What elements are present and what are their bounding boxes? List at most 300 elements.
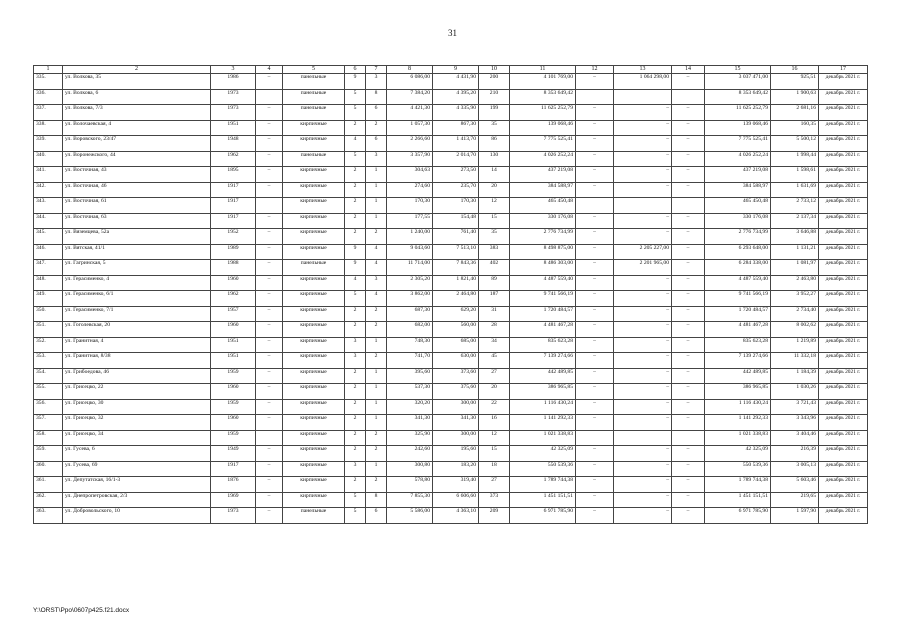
table-row — [34, 213, 868, 229]
cell-owner-funds: 6 284 338,00 — [705, 260, 771, 276]
cell-col-13: – — [614, 322, 672, 338]
table-row — [34, 477, 868, 493]
cell-build-year: 1959 — [211, 399, 256, 415]
cell-col-13: – — [614, 167, 672, 183]
cell-floors: 2 — [345, 415, 366, 431]
cell-col-14: – — [672, 508, 705, 524]
cell-address: ул. Воронежского, 44 — [63, 151, 211, 167]
cell-living-area: 235,70 — [433, 182, 479, 198]
cell-deadline: декабрь 2021 г. — [819, 291, 868, 307]
cell-wall-material: панельные — [283, 89, 345, 105]
cell-deadline: декабрь 2021 г. — [819, 461, 868, 477]
cell-col-14: – — [672, 244, 705, 260]
cell-total-cost: 9 741 566,19 — [510, 291, 576, 307]
cell-floors: 5 — [345, 291, 366, 307]
cell-cost-per-sqm: 216,39 — [771, 446, 819, 462]
cell-col-12: – — [576, 508, 614, 524]
cell-cost-per-sqm: 1 131,21 — [771, 244, 819, 260]
cell-total-cost: 442 489,85 — [510, 368, 576, 384]
cell-entrances: 4 — [366, 291, 387, 307]
cell-col-12: – — [576, 291, 614, 307]
cell-entrances: 1 — [366, 368, 387, 384]
cell-build-year: 1917 — [211, 213, 256, 229]
cell-owner-funds: 384 588,97 — [705, 182, 771, 198]
cell-col-13: 1 064 298,00 — [614, 74, 672, 90]
cell-total-area: 748,30 — [387, 337, 433, 353]
cell-row-index: 363. — [34, 508, 63, 524]
cell-deadline: декабрь 2021 г. — [819, 322, 868, 338]
cell-residents: 187 — [479, 291, 510, 307]
cell-deadline: декабрь 2021 г. — [819, 306, 868, 322]
cell-floors: 4 — [345, 136, 366, 152]
cell-total-cost: 1 116 430,24 — [510, 399, 576, 415]
cell-build-year: 1917 — [211, 182, 256, 198]
cell-col-13: – — [614, 399, 672, 415]
cell-build-year: 1917 — [211, 198, 256, 214]
cell-address: ул. Восточная, 61 — [63, 198, 211, 214]
table-row — [34, 229, 868, 245]
cell-living-area: 2 464,80 — [433, 291, 479, 307]
cell-living-area: 629,20 — [433, 306, 479, 322]
cell-total-cost: 1 720 484,57 — [510, 306, 576, 322]
cell-total-cost: 550 539,36 — [510, 461, 576, 477]
cell-owner-funds: 550 539,36 — [705, 461, 771, 477]
cell-total-area: 395,60 — [387, 368, 433, 384]
cell-col-12: – — [576, 244, 614, 260]
cell-col-13: – — [614, 461, 672, 477]
cell-residents: 12 — [479, 198, 510, 214]
cell-entrances: 2 — [366, 322, 387, 338]
cell-deadline: декабрь 2021 г. — [819, 151, 868, 167]
cell-col-13: – — [614, 182, 672, 198]
table-row — [34, 74, 868, 90]
cell-cost-per-sqm: 2 463,80 — [771, 275, 819, 291]
cell-col-12: – — [576, 105, 614, 121]
cell-owner-funds: 1 141 292,33 — [705, 415, 771, 431]
cell-col-4: – — [256, 415, 283, 431]
cell-build-year: 1959 — [211, 430, 256, 446]
cell-col-14 — [672, 198, 705, 214]
cell-total-area: 3 862,00 — [387, 291, 433, 307]
cell-col-4: – — [256, 291, 283, 307]
cell-entrances: 2 — [366, 446, 387, 462]
cell-entrances: 2 — [366, 306, 387, 322]
cell-deadline: декабрь 2021 г. — [819, 415, 868, 431]
cell-wall-material: кирпичные — [283, 182, 345, 198]
cell-col-14: – — [672, 306, 705, 322]
cell-col-13: – — [614, 368, 672, 384]
cell-col-4: – — [256, 508, 283, 524]
cell-col-14: – — [672, 120, 705, 136]
cell-row-index: 357. — [34, 415, 63, 431]
cell-col-12: – — [576, 260, 614, 276]
table-row — [34, 492, 868, 508]
cell-total-area: 3 357,90 — [387, 151, 433, 167]
cell-entrances: 1 — [366, 167, 387, 183]
cell-col-14: – — [672, 213, 705, 229]
cell-col-12: – — [576, 136, 614, 152]
cell-build-year: 1960 — [211, 322, 256, 338]
cell-col-12: – — [576, 415, 614, 431]
cell-deadline: декабрь 2021 г. — [819, 167, 868, 183]
cell-address: ул. Депутатская, 16/1-3 — [63, 477, 211, 493]
cell-col-13 — [614, 430, 672, 446]
cell-entrances: 2 — [366, 477, 387, 493]
cell-col-12: – — [576, 368, 614, 384]
cell-floors: 5 — [345, 151, 366, 167]
cell-col-13: – — [614, 105, 672, 121]
cell-deadline: декабрь 2021 г. — [819, 337, 868, 353]
cell-col-4: – — [256, 213, 283, 229]
cell-col-12: – — [576, 167, 614, 183]
cell-residents: 18 — [479, 461, 510, 477]
cell-owner-funds: 1 720 484,57 — [705, 306, 771, 322]
cell-row-index: 340. — [34, 151, 63, 167]
column-number: 3 — [211, 66, 256, 74]
cell-col-14: – — [672, 353, 705, 369]
cell-address: ул. Герасименко, 4 — [63, 275, 211, 291]
cell-living-area: 373,60 — [433, 368, 479, 384]
cell-living-area: 4 431,90 — [433, 74, 479, 90]
cell-total-cost: 384 588,97 — [510, 182, 576, 198]
cell-owner-funds: 42 325,09 — [705, 446, 771, 462]
cell-build-year: 1917 — [211, 461, 256, 477]
cell-col-4: – — [256, 275, 283, 291]
cell-total-area: 341,30 — [387, 415, 433, 431]
table-row — [34, 89, 868, 105]
table-row — [34, 306, 868, 322]
cell-wall-material: кирпичные — [283, 291, 345, 307]
cell-col-4 — [256, 198, 283, 214]
table-row — [34, 244, 868, 260]
cell-living-area: 1 413,70 — [433, 136, 479, 152]
cell-col-4: – — [256, 399, 283, 415]
cell-living-area: 4 395,20 — [433, 89, 479, 105]
cell-col-12 — [576, 89, 614, 105]
cell-cost-per-sqm: 5 500,12 — [771, 136, 819, 152]
cell-col-4: – — [256, 353, 283, 369]
column-number: 11 — [510, 66, 576, 74]
cell-cost-per-sqm: 3 343,96 — [771, 415, 819, 431]
cell-address: ул. Герасименко, 6/1 — [63, 291, 211, 307]
cell-wall-material: кирпичные — [283, 384, 345, 400]
cell-col-12: – — [576, 492, 614, 508]
cell-address: ул. Гранитная, 8/38 — [63, 353, 211, 369]
cell-col-12: – — [576, 229, 614, 245]
cell-owner-funds: 465 450,48 — [705, 198, 771, 214]
cell-row-index: 338. — [34, 120, 63, 136]
cell-col-14: – — [672, 322, 705, 338]
cell-total-cost: 7 139 274,66 — [510, 353, 576, 369]
table-row — [34, 275, 868, 291]
cell-entrances: 6 — [366, 105, 387, 121]
cell-residents: 402 — [479, 260, 510, 276]
cell-cost-per-sqm: 1 998,44 — [771, 151, 819, 167]
table-row — [34, 508, 868, 524]
cell-address: ул. Восточная, 43 — [63, 167, 211, 183]
cell-residents: 34 — [479, 337, 510, 353]
table-row — [34, 430, 868, 446]
cell-deadline: декабрь 2021 г. — [819, 244, 868, 260]
cell-address: ул. Волкова, 35 — [63, 74, 211, 90]
cell-cost-per-sqm: 1 598,61 — [771, 167, 819, 183]
cell-owner-funds: 7 775 525,41 — [705, 136, 771, 152]
cell-col-12: – — [576, 306, 614, 322]
cell-address: ул. Гусева, 69 — [63, 461, 211, 477]
cell-cost-per-sqm: 3 404,46 — [771, 430, 819, 446]
cell-row-index: 346. — [34, 244, 63, 260]
cell-col-13: – — [614, 229, 672, 245]
cell-living-area: 319,40 — [433, 477, 479, 493]
cell-total-area: 537,30 — [387, 384, 433, 400]
cell-floors: 2 — [345, 120, 366, 136]
cell-total-cost: 330 176,08 — [510, 213, 576, 229]
cell-build-year: 1876 — [211, 477, 256, 493]
cell-row-index: 335. — [34, 74, 63, 90]
cell-wall-material: кирпичные — [283, 198, 345, 214]
cell-build-year: 1952 — [211, 229, 256, 245]
cell-total-cost: 1 451 151,51 — [510, 492, 576, 508]
cell-living-area: 6 606,60 — [433, 492, 479, 508]
cell-living-area: 630,00 — [433, 353, 479, 369]
cell-col-12: – — [576, 213, 614, 229]
cell-cost-per-sqm: 2 734,40 — [771, 306, 819, 322]
cell-col-12: – — [576, 384, 614, 400]
cell-deadline: декабрь 2021 г. — [819, 136, 868, 152]
cell-floors: 3 — [345, 337, 366, 353]
column-number: 4 — [256, 66, 283, 74]
cell-col-14: – — [672, 399, 705, 415]
cell-address: ул. Воровского, 23/47 — [63, 136, 211, 152]
cell-living-area: 7 513,10 — [433, 244, 479, 260]
cell-col-14: – — [672, 492, 705, 508]
housing-register-table — [33, 65, 868, 524]
cell-row-index: 353. — [34, 353, 63, 369]
table-row — [34, 260, 868, 276]
cell-row-index: 342. — [34, 182, 63, 198]
cell-deadline: декабрь 2021 г. — [819, 120, 868, 136]
cell-floors: 5 — [345, 508, 366, 524]
column-number: 5 — [283, 66, 345, 74]
cell-col-12: – — [576, 322, 614, 338]
cell-owner-funds: 7 139 274,66 — [705, 353, 771, 369]
cell-col-14: – — [672, 151, 705, 167]
cell-build-year: 1951 — [211, 353, 256, 369]
cell-total-area: 4 421,30 — [387, 105, 433, 121]
cell-residents: 27 — [479, 368, 510, 384]
cell-row-index: 361. — [34, 477, 63, 493]
cell-col-14: – — [672, 446, 705, 462]
cell-deadline: декабрь 2021 г. — [819, 213, 868, 229]
cell-deadline: декабрь 2021 г. — [819, 198, 868, 214]
cell-deadline: декабрь 2021 г. — [819, 477, 868, 493]
cell-col-14: – — [672, 167, 705, 183]
cell-total-cost: 8 353 649,42 — [510, 89, 576, 105]
cell-total-area: 7 855,30 — [387, 492, 433, 508]
cell-total-cost: 11 625 252,79 — [510, 105, 576, 121]
cell-owner-funds: 4 026 252,24 — [705, 151, 771, 167]
cell-total-area: 177,55 — [387, 213, 433, 229]
cell-col-14 — [672, 430, 705, 446]
cell-col-13: – — [614, 213, 672, 229]
cell-address: ул. Грибоедова, 46 — [63, 368, 211, 384]
cell-row-index: 339. — [34, 136, 63, 152]
cell-col-13: – — [614, 446, 672, 462]
cell-col-13: – — [614, 508, 672, 524]
cell-col-4: – — [256, 136, 283, 152]
cell-living-area: 560,00 — [433, 322, 479, 338]
cell-col-4: – — [256, 229, 283, 245]
cell-wall-material: панельные — [283, 105, 345, 121]
column-number: 2 — [63, 66, 211, 74]
cell-floors: 4 — [345, 275, 366, 291]
cell-deadline: декабрь 2021 г. — [819, 182, 868, 198]
table-row — [34, 353, 868, 369]
cell-build-year: 1951 — [211, 337, 256, 353]
cell-residents: 20 — [479, 384, 510, 400]
table-row — [34, 136, 868, 152]
cell-row-index: 352. — [34, 337, 63, 353]
cell-owner-funds: 1 021 338,83 — [705, 430, 771, 446]
cell-wall-material: кирпичные — [283, 430, 345, 446]
cell-entrances: 1 — [366, 399, 387, 415]
cell-total-cost: 386 965,85 — [510, 384, 576, 400]
cell-build-year: 1962 — [211, 291, 256, 307]
cell-total-area: 687,30 — [387, 306, 433, 322]
cell-deadline: декабрь 2021 г. — [819, 105, 868, 121]
cell-row-index: 360. — [34, 461, 63, 477]
cell-total-cost: 1 789 744,38 — [510, 477, 576, 493]
cell-col-12: – — [576, 120, 614, 136]
column-number: 10 — [479, 66, 510, 74]
cell-owner-funds: 6 971 785,90 — [705, 508, 771, 524]
cell-residents: 31 — [479, 306, 510, 322]
cell-total-area: 9 043,60 — [387, 244, 433, 260]
cell-entrances: 8 — [366, 492, 387, 508]
cell-build-year: 1948 — [211, 136, 256, 152]
cell-floors: 5 — [345, 492, 366, 508]
cell-floors: 2 — [345, 198, 366, 214]
table-row — [34, 291, 868, 307]
cell-living-area: 685,00 — [433, 337, 479, 353]
table-row — [34, 384, 868, 400]
cell-floors: 2 — [345, 430, 366, 446]
cell-col-13: – — [614, 353, 672, 369]
cell-col-14: – — [672, 182, 705, 198]
cell-floors: 2 — [345, 182, 366, 198]
cell-total-area: 11 714,00 — [387, 260, 433, 276]
cell-col-13: – — [614, 337, 672, 353]
cell-build-year: 1949 — [211, 446, 256, 462]
cell-row-index: 348. — [34, 275, 63, 291]
cell-residents: 28 — [479, 322, 510, 338]
cell-wall-material: кирпичные — [283, 275, 345, 291]
cell-wall-material: кирпичные — [283, 120, 345, 136]
cell-entrances: 3 — [366, 275, 387, 291]
cell-residents: 20 — [479, 182, 510, 198]
cell-total-cost: 4 481 467,28 — [510, 322, 576, 338]
cell-total-cost: 1 021 338,83 — [510, 430, 576, 446]
cell-col-14: – — [672, 229, 705, 245]
table-row — [34, 337, 868, 353]
cell-floors: 2 — [345, 167, 366, 183]
cell-col-13: – — [614, 120, 672, 136]
cell-residents: 383 — [479, 244, 510, 260]
cell-living-area: 341,30 — [433, 415, 479, 431]
cell-residents: 209 — [479, 508, 510, 524]
cell-col-14: – — [672, 337, 705, 353]
cell-col-4: – — [256, 74, 283, 90]
cell-owner-funds: 9 741 566,19 — [705, 291, 771, 307]
cell-entrances: 1 — [366, 415, 387, 431]
cell-living-area: 761,40 — [433, 229, 479, 245]
column-number: 1 — [34, 66, 63, 74]
cell-col-12: – — [576, 74, 614, 90]
cell-deadline: декабрь 2021 г. — [819, 89, 868, 105]
cell-address: ул. Волочаевская, 4 — [63, 120, 211, 136]
cell-build-year: 1973 — [211, 508, 256, 524]
cell-col-13: – — [614, 415, 672, 431]
cell-living-area: 867,30 — [433, 120, 479, 136]
cell-entrances: 4 — [366, 260, 387, 276]
cell-build-year: 1973 — [211, 105, 256, 121]
cell-build-year: 1988 — [211, 260, 256, 276]
cell-row-index: 343. — [34, 198, 63, 214]
cell-col-12: – — [576, 477, 614, 493]
cell-col-14: – — [672, 368, 705, 384]
cell-residents: 199 — [479, 105, 510, 121]
cell-col-4 — [256, 89, 283, 105]
cell-total-area: 1 240,00 — [387, 229, 433, 245]
cell-owner-funds: 2 776 734,99 — [705, 229, 771, 245]
cell-deadline: декабрь 2021 г. — [819, 384, 868, 400]
column-number: 12 — [576, 66, 614, 74]
table-row — [34, 182, 868, 198]
cell-entrances: 3 — [366, 74, 387, 90]
cell-floors: 5 — [345, 105, 366, 121]
cell-entrances: 2 — [366, 353, 387, 369]
cell-wall-material: кирпичные — [283, 492, 345, 508]
cell-entrances: 6 — [366, 136, 387, 152]
cell-total-area: 741,70 — [387, 353, 433, 369]
cell-owner-funds: 386 965,85 — [705, 384, 771, 400]
cell-cost-per-sqm: 2 137,34 — [771, 213, 819, 229]
cell-entrances: 2 — [366, 229, 387, 245]
cell-cost-per-sqm: 160,35 — [771, 120, 819, 136]
table-row — [34, 368, 868, 384]
cell-entrances: 1 — [366, 182, 387, 198]
cell-col-12: – — [576, 337, 614, 353]
cell-owner-funds: 835 623,28 — [705, 337, 771, 353]
cell-col-4: – — [256, 461, 283, 477]
cell-row-index: 349. — [34, 291, 63, 307]
cell-owner-funds: 4 487 559,40 — [705, 275, 771, 291]
cell-address: ул. Гранитная, 4 — [63, 337, 211, 353]
cell-owner-funds: 437 219,08 — [705, 167, 771, 183]
cell-col-14: – — [672, 477, 705, 493]
cell-cost-per-sqm: 1 030,26 — [771, 384, 819, 400]
cell-floors: 3 — [345, 353, 366, 369]
cell-wall-material: кирпичные — [283, 446, 345, 462]
cell-deadline: декабрь 2021 г. — [819, 229, 868, 245]
cell-floors: 3 — [345, 461, 366, 477]
cell-deadline: декабрь 2021 г. — [819, 430, 868, 446]
cell-col-4: – — [256, 244, 283, 260]
cell-residents: 22 — [479, 399, 510, 415]
cell-col-13: 2 201 965,00 — [614, 260, 672, 276]
cell-total-cost: 4 487 559,40 — [510, 275, 576, 291]
cell-owner-funds: 3 037 471,00 — [705, 74, 771, 90]
